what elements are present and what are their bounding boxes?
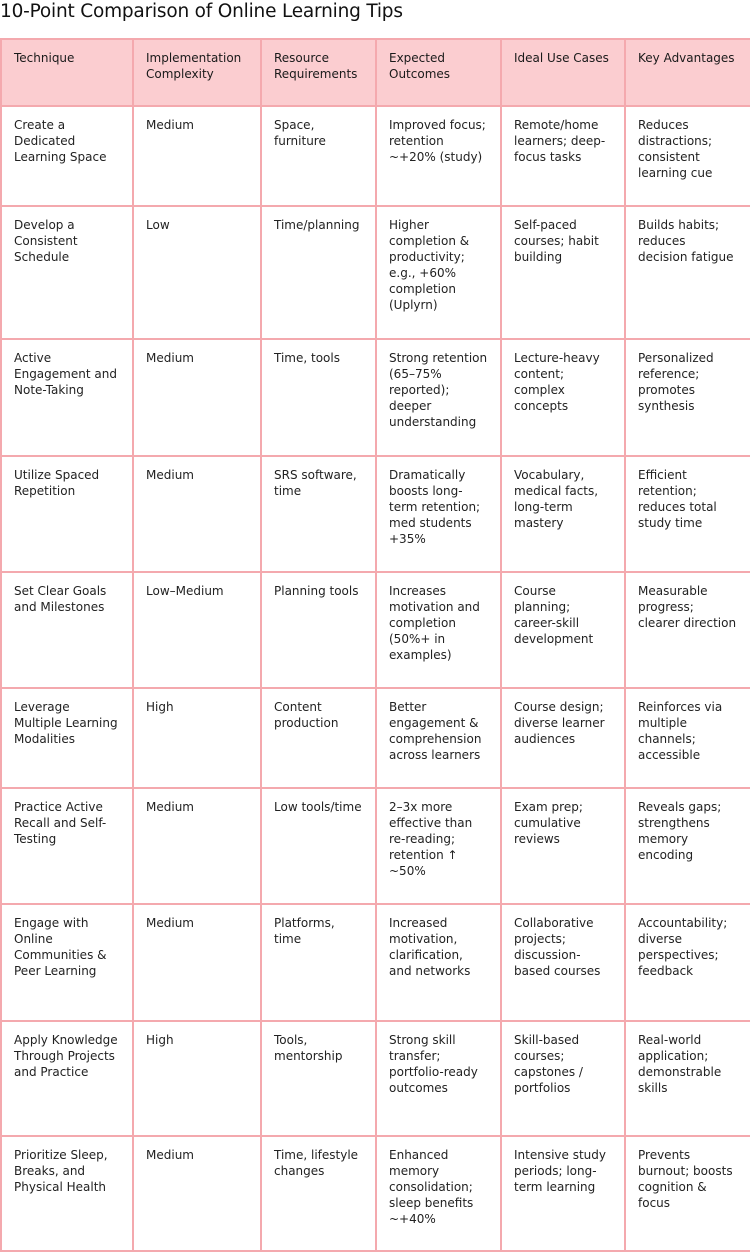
header-outcomes: Expected Outcomes [376, 39, 501, 106]
cell-complexity: Medium [133, 904, 261, 1021]
header-complexity: Implementation Complexity [133, 39, 261, 106]
cell-outcomes: Higher completion & productivity; e.g., +60% completion (Uplyrn) [376, 206, 501, 339]
table-row [1, 788, 750, 904]
cell-advantages: Reduces distractions; consistent learning cue [625, 106, 750, 206]
cell-technique: Create a Dedicated Learning Space [1, 106, 133, 206]
cell-resources: Content production [261, 688, 376, 788]
cell-resources: Low tools/time [261, 788, 376, 904]
header-advantages: Key Advantages [625, 39, 750, 106]
cell-outcomes: 2–3x more effective than re-reading; retention ↑ ~50% [376, 788, 501, 904]
table-row [1, 1136, 750, 1251]
table-row [1, 572, 750, 688]
cell-use-cases: Exam prep; cumulative reviews [501, 788, 625, 904]
cell-technique: Active Engagement and Note-Taking [1, 339, 133, 456]
cell-advantages: Builds habits; reduces decision fatigue [625, 206, 750, 339]
cell-advantages: Personalized reference; promotes synthesis [625, 339, 750, 456]
table-header-row [1, 39, 750, 106]
cell-resources: Space, furniture [261, 106, 376, 206]
cell-advantages: Efficient retention; reduces total study time [625, 456, 750, 572]
cell-use-cases: Intensive study periods; long-term learning [501, 1136, 625, 1251]
cell-technique: Engage with Online Communities & Peer Learning [1, 904, 133, 1021]
cell-resources: Tools, mentorship [261, 1021, 376, 1136]
cell-resources: Planning tools [261, 572, 376, 688]
header-resources: Resource Requirements [261, 39, 376, 106]
cell-outcomes: Increases motivation and completion (50%+ in examples) [376, 572, 501, 688]
cell-use-cases: Skill-based courses; capstones / portfolios [501, 1021, 625, 1136]
cell-resources: Platforms, time [261, 904, 376, 1021]
table-row [1, 456, 750, 572]
table-row [1, 688, 750, 788]
cell-outcomes: Better engagement & comprehension across learners [376, 688, 501, 788]
table-row [1, 206, 750, 339]
cell-technique: Apply Knowledge Through Projects and Practice [1, 1021, 133, 1136]
table-row [1, 1021, 750, 1136]
cell-outcomes: Strong retention (65–75% reported); deeper understanding [376, 339, 501, 456]
table-row [1, 106, 750, 206]
cell-outcomes: Improved focus; retention ~+20% (study) [376, 106, 501, 206]
cell-use-cases: Vocabulary, medical facts, long-term mastery [501, 456, 625, 572]
cell-outcomes: Enhanced memory consolidation; sleep benefits ~+40% [376, 1136, 501, 1251]
cell-use-cases: Course design; diverse learner audiences [501, 688, 625, 788]
cell-resources: SRS software, time [261, 456, 376, 572]
cell-advantages: Prevents burnout; boosts cognition & focus [625, 1136, 750, 1251]
cell-advantages: Reveals gaps; strengthens memory encoding [625, 788, 750, 904]
cell-technique: Leverage Multiple Learning Modalities [1, 688, 133, 788]
cell-advantages: Accountability; diverse perspectives; feedback [625, 904, 750, 1021]
cell-complexity: Medium [133, 1136, 261, 1251]
cell-technique: Develop a Consistent Schedule [1, 206, 133, 339]
cell-use-cases: Course planning; career-skill development [501, 572, 625, 688]
cell-complexity: High [133, 688, 261, 788]
cell-use-cases: Lecture-heavy content; complex concepts [501, 339, 625, 456]
cell-complexity: Low–Medium [133, 572, 261, 688]
comparison-table [0, 38, 750, 1252]
cell-use-cases: Self-paced courses; habit building [501, 206, 625, 339]
cell-use-cases: Remote/home learners; deep-focus tasks [501, 106, 625, 206]
cell-resources: Time, lifestyle changes [261, 1136, 376, 1251]
cell-advantages: Reinforces via multiple channels; accessible [625, 688, 750, 788]
cell-outcomes: Dramatically boosts long-term retention; med students +35% [376, 456, 501, 572]
cell-outcomes: Increased motivation, clarification, and networks [376, 904, 501, 1021]
table-row [1, 339, 750, 456]
cell-complexity: Low [133, 206, 261, 339]
cell-technique: Practice Active Recall and Self-Testing [1, 788, 133, 904]
cell-advantages: Real-world application; demonstrable skills [625, 1021, 750, 1136]
cell-complexity: Medium [133, 339, 261, 456]
cell-advantages: Measurable progress; clearer direction [625, 572, 750, 688]
cell-complexity: Medium [133, 456, 261, 572]
table-row [1, 904, 750, 1021]
cell-resources: Time, tools [261, 339, 376, 456]
cell-use-cases: Collaborative projects; discussion-based courses [501, 904, 625, 1021]
page-title: 10-Point Comparison of Online Learning Tips [0, 1, 403, 22]
cell-complexity: Medium [133, 106, 261, 206]
cell-resources: Time/planning [261, 206, 376, 339]
cell-outcomes: Strong skill transfer; portfolio-ready outcomes [376, 1021, 501, 1136]
cell-complexity: Medium [133, 788, 261, 904]
header-use-cases: Ideal Use Cases [501, 39, 625, 106]
header-technique: Technique [1, 39, 133, 106]
cell-complexity: High [133, 1021, 261, 1136]
cell-technique: Utilize Spaced Repetition [1, 456, 133, 572]
cell-technique: Prioritize Sleep, Breaks, and Physical Health [1, 1136, 133, 1251]
cell-technique: Set Clear Goals and Milestones [1, 572, 133, 688]
